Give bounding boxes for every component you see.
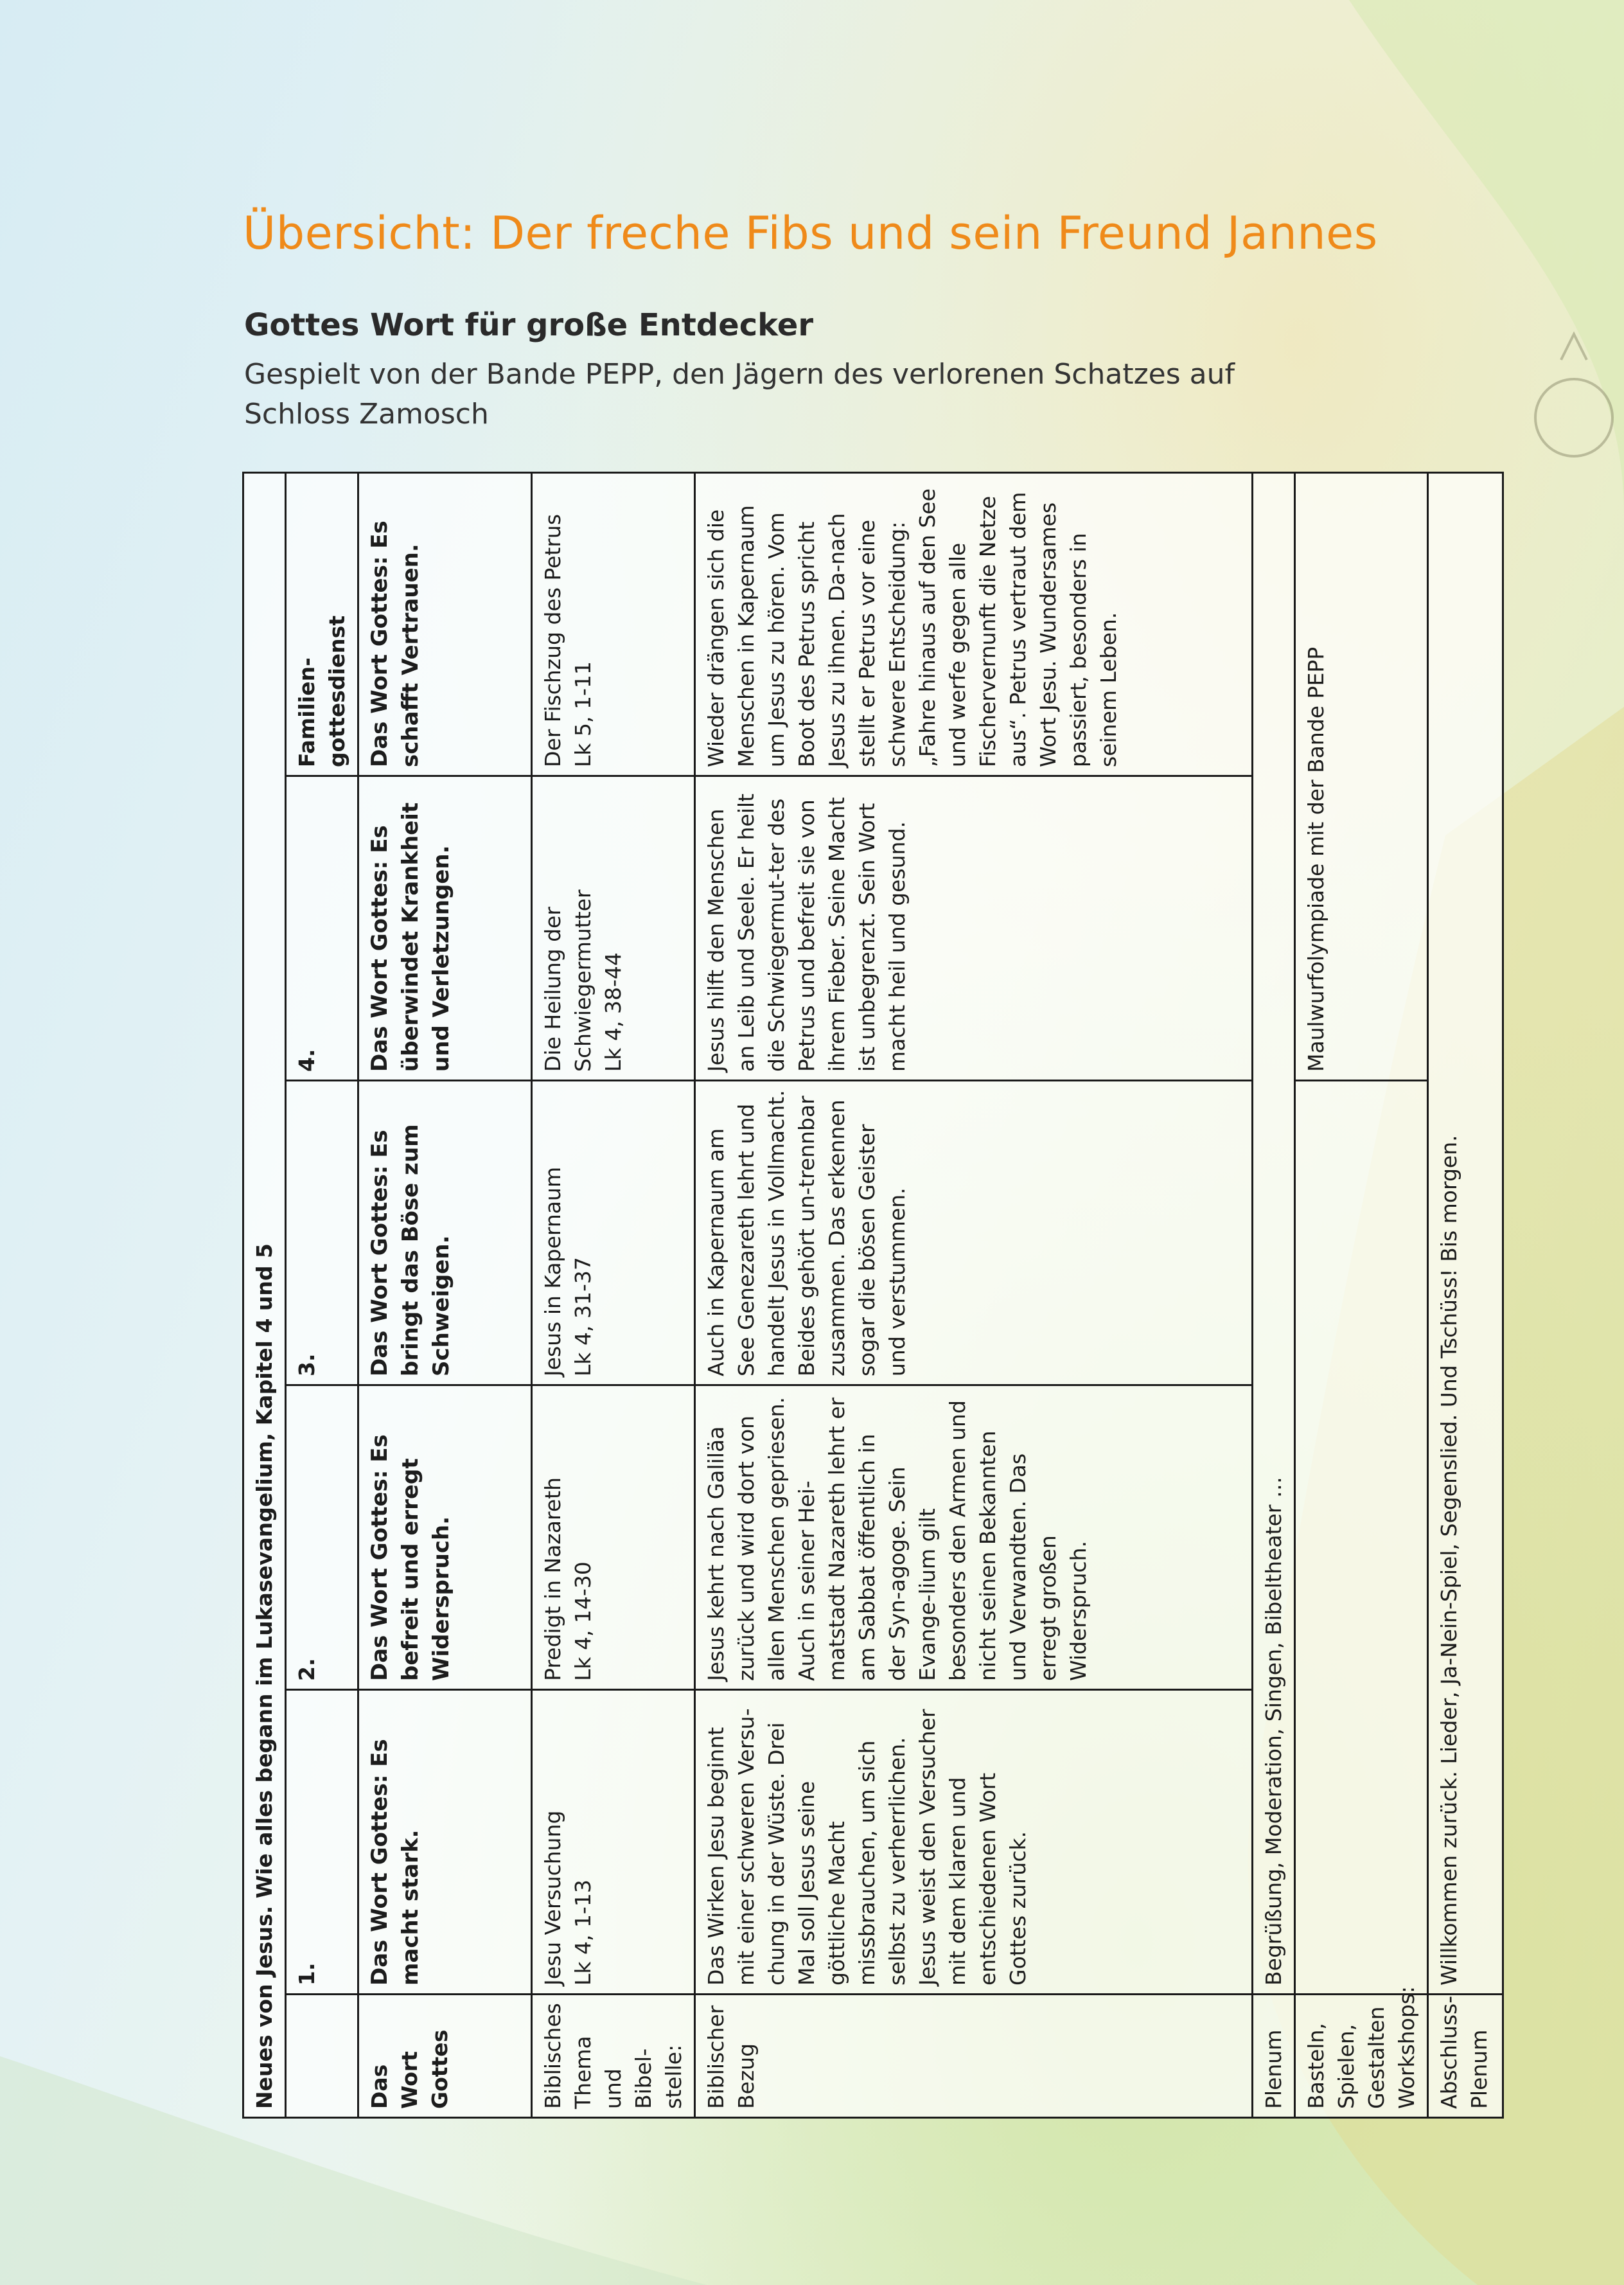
table-cell — [358, 1690, 532, 1995]
page-subtitle: Gottes Wort für große Entdecker — [244, 307, 814, 343]
cell-text: Das Wort Gottes: Es schafft Vertrauen. — [367, 520, 423, 767]
table-cell: Wieder drängen sich die Menschen in Kapernaum um Jesus zu hören. Vom Boot des Petrus spricht Jesus zu ihnen. Da-nach stellt er Petrus vor eine schwere Entscheidung: „Fahre hinaus auf den See und werfe gegen alle Fischervernunft die Netze aus“. Petrus vertraut dem Wort Jesu. Wundersames passiert, besonders in seinem Leben. — [695, 472, 1253, 776]
row-label: Abschluss-Plenum — [1428, 1995, 1503, 2118]
table-cell — [358, 1081, 532, 1385]
table-cell: Jesus kehrt nach Galiläa zurück und wird dort von allen Menschen gepriesen. Auch in seiner Hei-matstadt Nazareth lehrt er am Sabbat öffentlich in der Syn-agoge. Sein Evange-lium gilt besonders den Armen und nicht seinen Bekannten und Verwandten. Das erregt großen Widerspruch. — [695, 1385, 1253, 1690]
row-label: Basteln, Spielen, Gestalten Workshops: — [1295, 1995, 1428, 2118]
overview-table — [242, 472, 1504, 2119]
column-header: Familien- gottesdienst — [286, 472, 358, 776]
cell-text: Das Wort Gottes: Es überwindet Krankheit und Verletzungen. — [367, 802, 454, 1072]
row-label: Biblischer Bezug — [695, 1995, 1253, 2118]
column-header: 1. — [286, 1690, 358, 1995]
table-cell: Jesus hilft den Menschen an Leib und Seele. Er heilt die Schwiegermut-ter des Petrus und befreit sie von ihrem Fieber. Seine Macht ist unbegrenzt. Sein Wort macht heil und gesund. — [695, 776, 1253, 1081]
table-cell-empty — [1295, 1081, 1428, 1995]
table-cell — [358, 472, 532, 776]
row-label: Plenum — [1253, 1995, 1295, 2118]
column-header: 3. — [286, 1081, 358, 1385]
cell-text: Das Wort Gottes: Es befreit und erregt Widerspruch. — [367, 1434, 454, 1681]
table-cell: Jesu Versuchung Lk 4, 1-13 — [532, 1690, 695, 1995]
overview-table-container — [242, 474, 1492, 2119]
table-cell: Der Fischzug des Petrus Lk 5, 1-11 — [532, 472, 695, 776]
table-cell — [358, 1385, 532, 1690]
table-cell: Predigt in Nazareth Lk 4, 14-30 — [532, 1385, 695, 1690]
table-cell: Die Heilung der Schwiegermutter Lk 4, 38-44 — [532, 776, 695, 1081]
cell-text: Das Wort Gottes: Es bringt das Böse zum Schweigen. — [367, 1124, 454, 1376]
header-empty-cell — [286, 1995, 358, 2118]
cell-text: Das Wort Gottes: Es macht stark. — [367, 1739, 423, 1986]
column-header: 2. — [286, 1385, 358, 1690]
table-cell: Willkommen zurück. Lieder, Ja-Nein-Spiel, Segenslied. Und Tschüss! Bis morgen. — [1428, 472, 1503, 1994]
page-description: Gespielt von der Bande PEPP, den Jägern des verlorenen Schatzes auf Schloss Zamosch — [244, 358, 1235, 431]
table-cell: Auch in Kapernaum am See Genezareth lehrt und handelt Jesus in Vollmacht. Beides gehört un-trennbar zusammen. Das erkennen sogar die bösen Geister und verstummen. — [695, 1081, 1253, 1385]
table-cell: Jesus in Kapernaum Lk 4, 31-37 — [532, 1081, 695, 1385]
table-cell: Begrüßung, Moderation, Singen, Bibeltheater … — [1253, 472, 1295, 1994]
table-header: Neues von Jesus. Wie alles begann im Lukasevangelium, Kapitel 4 und 5 — [243, 472, 286, 2117]
table-cell — [358, 776, 532, 1081]
row-label: Das Wort Gottes — [358, 1995, 532, 2118]
column-header: 4. — [286, 776, 358, 1081]
table-cell: Das Wirken Jesu beginnt mit einer schweren Versu-chung in der Wüste. Drei Mal soll Jesus seine göttliche Macht missbrauchen, um sich selbst zu verherrlichen. Jesus weist den Versucher mit dem klaren und entschiedenen Wort Gottes zurück. — [695, 1690, 1253, 1995]
table-cell: Maulwurfolympiade mit der Bande PEPP — [1295, 472, 1428, 1080]
page-title: Übersicht: Der freche Fibs und sein Freund Jannes — [243, 207, 1378, 260]
row-label: Biblisches Thema und Bibel-stelle: — [532, 1995, 695, 2118]
